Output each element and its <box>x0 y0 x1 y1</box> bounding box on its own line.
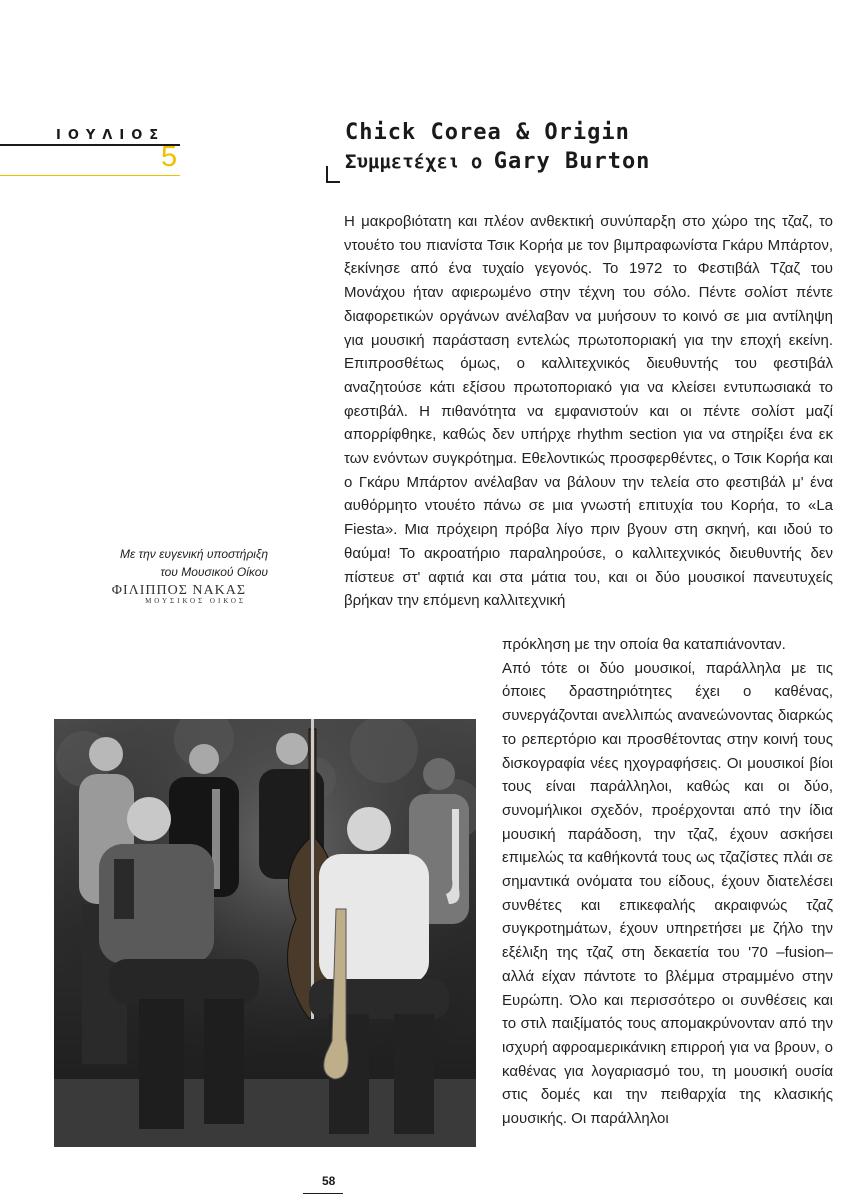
paragraph-1: Η μακροβιότατη και πλέον ανθεκτική συνύπαρξη στο χώρο της τζαζ, το ντουέτο του πιανίστα Τσικ Κορήα με τον βιμπραφωνίστα Γκάρυ Μπάρτον, ξεκίνησε από ένα τυχαίο γεγονός. Το 1972 το Φεστιβάλ Τζαζ του Μονάχου ήταν αφιερωμένο στην τέχνη του σόλο. Πέντε σολίστ πέντε διαφορετικών οργάνων ανέλαβαν να μυήσουν το κοινό σε μια αντίληψη για μουσική παράσταση εντελώς πρωτοποριακή για την εποχή εκείνη. Επιπροσθέτως όμως, ο καλλιτεχνικός διευθυντής του φεστιβάλ αναζητούσε κάτι εξίσου πρωτοποριακό για να κλείσει εντυπωσιακά το φεστιβάλ. Η πιθανότητα να εμφανιστούν και οι πέντε σολίστ μαζί απορρίφθηκε, καθώς δεν υπήρχε rhythm section για να στηρίξει ένα εκ των ενόντων συγκρότημα. Εθελοντικώς προσφερθέντες, ο Τσικ Κορήα και ο Γκάρυ Μπάρτον ανέλαβαν να βάλουν την τελεία στο φεστιβάλ μ' ένα αυθόρμητο ντουέτο πάνω σε μια γνωστή επιτυχία του Κορήα, το «La Fiesta». Μια πρόχειρη πρόβα λίγο πριν βγουν στη σκηνή, και ιδού το θαύμα! Το ακροατήριο παραληρούσε, ο καλλιτεχνικός διευθυντής δεν πίστευε στ' αφτιά και στα μάτια του, και οι δύο μουσικοί πανευτυχείς βρήκαν την επόμενη καλλιτεχνική <box>344 213 833 610</box>
article-body-column <box>502 633 833 1131</box>
title-bracket <box>326 166 340 183</box>
sponsor-caption <box>60 545 268 581</box>
subtitle-name: Gary Burton <box>493 149 651 174</box>
article-body-main <box>344 210 833 613</box>
paragraph-1-end: πρόκληση με την οποία θα καταπιάνονταν. <box>502 636 786 653</box>
page-number: 58 <box>322 1174 336 1188</box>
article-subtitle <box>345 149 650 174</box>
sponsor-logo-text: ΦΙΛΙΠΠΟΣ ΝΑΚΑΣ <box>111 583 246 598</box>
footer-rule <box>303 1193 343 1194</box>
sponsor-line-1: Με την ευγενική υποστήριξη <box>120 547 268 561</box>
sponsor-line-2: του Μουσικού Οίκου <box>160 565 268 579</box>
month-label: ΙΟΥΛΙΟΣ <box>56 128 166 143</box>
band-photo-illustration <box>54 719 476 1147</box>
band-photo <box>54 719 476 1147</box>
article-title: Chick Corea & Origin <box>345 120 630 145</box>
header-rule <box>0 144 180 146</box>
paragraph-2: Από τότε οι δύο μουσικοί, παράλληλα με τις όποιες δραστηριότητες έχει ο καθένας, συνεργάζονται ανελλιπώς ανανεώνοντας διαρκώς το ρεπερτόριο και προσθέτοντας στην κοινή τους δισκογραφία νέες ηχογραφήσεις. Οι μουσικοί βίοι τους είναι παράλληλοι, καθώς και οι δύο, συνομήλικοι σχεδόν, προέρχονται από την ίδια μουσική παράδοση, την τζαζ, έχουν ασκήσει επιμελώς τα καθήκοντά τους ως τζαζίστες πλάι σε σημαντικά ονόματα του είδους, έχουν διατελέσει συνθέτες και επικεφαλής ακραιφνώς τζαζ συγκροτημάτων, έχουν υπηρετήσει με ζήλο την εξέλιξη της τζαζ στη δεκαετία του '70 –fusion– αλλά είχαν πάντοτε το βλέμμα στραμμένο στην Ευρώπη. Όλο και περισσότερο οι συνθέσεις και το στιλ παιξίματός τους απομακρύνονταν από την ισχυρή αφροαμερικάνικη επιρροή για να βρουν, ο καθένας για λογαριασμό του, τη μουσική ουσία στις δομές και την πειθαρχία της κλασικής μουσικής. Οι παράλληλοι <box>502 659 833 1128</box>
day-rule <box>0 175 180 176</box>
subtitle-prefix: Συμμετέχει ο <box>345 151 483 173</box>
sponsor-logo-subtext: ΜΟΥΣΙΚΟΣ ΟΙΚΟΣ <box>145 597 246 605</box>
sponsor-logo <box>80 583 246 605</box>
day-number: 5 <box>161 141 178 173</box>
